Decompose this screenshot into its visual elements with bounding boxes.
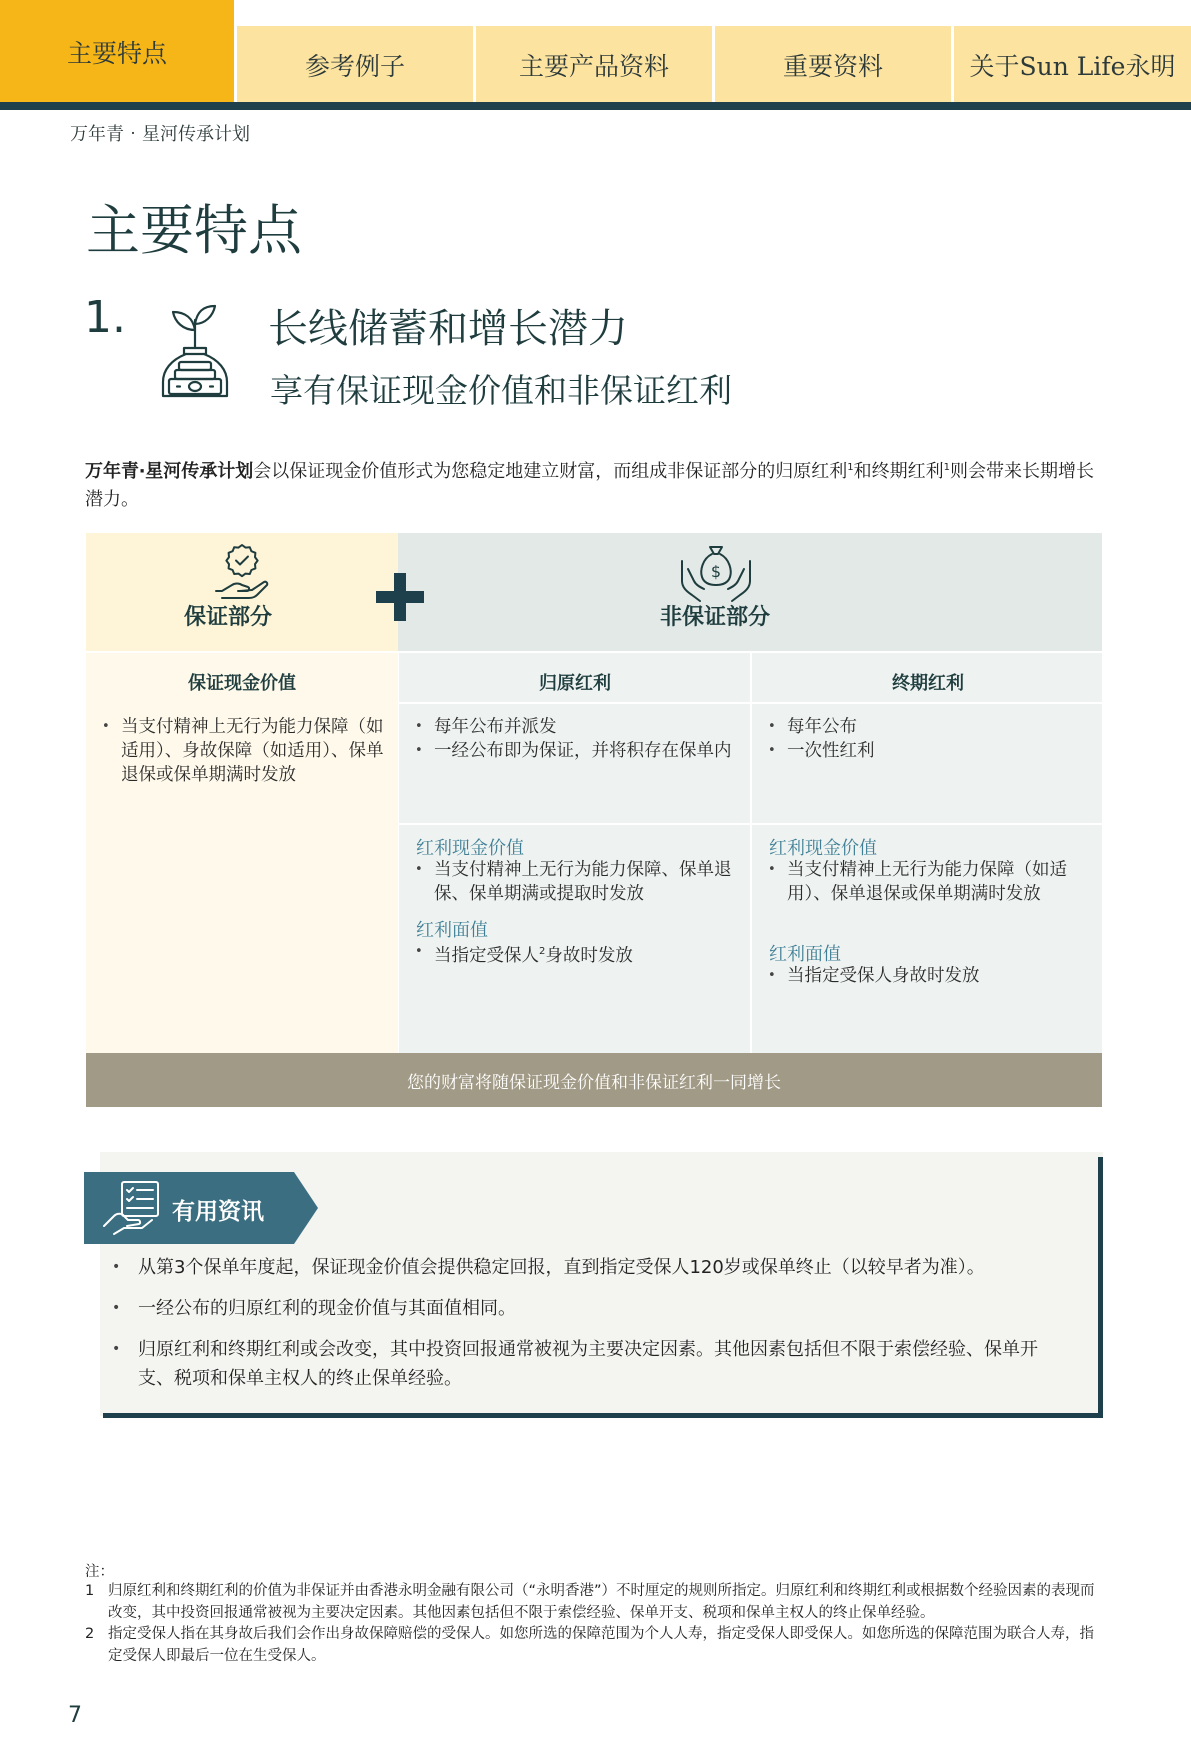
tab-examples[interactable]: 参考例子 — [237, 26, 473, 104]
guaranteed-label: 保证部分 — [184, 604, 273, 630]
info-box-title: 有用资讯 — [172, 1198, 264, 1225]
top-tab-bar — [0, 0, 1191, 112]
checklist-hand-icon — [100, 1176, 164, 1240]
page-title: 主要特点 — [86, 199, 302, 262]
terminal-bonus-column — [750, 653, 1102, 1053]
intro-text-b: 和终期红利 — [853, 461, 944, 482]
hands-money-bag-icon — [678, 541, 754, 605]
face-value-text-a: 当指定受保人 — [434, 945, 539, 966]
list-item: • 每年公布 — [768, 715, 1088, 739]
list-item: • 当指定受保人身故时发放 — [768, 964, 1088, 988]
reversionary-face-value-label: 红利面值 — [416, 920, 488, 941]
intro-text-a: 会以保证现金价值形式为您稳定地建立财富，而组成非保证部分的归原红利 — [253, 461, 848, 482]
divider — [86, 651, 1102, 653]
section-subtitle: 享有保证现金价值和非保证红利 — [270, 371, 732, 410]
breadcrumb: 万年青‧星河传承计划 — [70, 124, 250, 145]
note-number: 1 — [85, 1583, 95, 1599]
tab-important-info[interactable]: 重要资料 — [715, 26, 951, 104]
section-title: 长线储蓄和增长潜力 — [268, 306, 628, 352]
divider — [398, 702, 1102, 704]
terminal-face-value-bullets — [768, 964, 1088, 988]
list-item: • 从第3个保单年度起，保证现金价值会提供稳定回报，直到指定受保人120岁或保单终止（以较早者为准）。 — [112, 1253, 1072, 1282]
list-item: • 一次性红利 — [768, 739, 1088, 763]
info-box-list — [112, 1253, 1072, 1405]
plus-icon — [376, 573, 424, 621]
footnote-ref-2: 2 — [539, 946, 546, 957]
hand-check-icon — [210, 541, 274, 605]
note-text: 指定受保人指在其身故后我们会作出身故保障赔偿的受保人。如您所选的保障范围为个人人寿，指定受保人即受保人。如您所选的保障范围为联合人寿，指定受保人即最后一位在生受保人。 — [108, 1626, 1094, 1664]
reversionary-bonus-column — [398, 653, 750, 1053]
note-item — [85, 1581, 1105, 1624]
list-item: • 一经公布即为保证，并将积存在保单内 — [415, 739, 735, 763]
footnote-ref-1b: 1 — [943, 462, 951, 473]
guaranteed-column — [86, 653, 398, 1053]
terminal-face-value-label: 红利面值 — [769, 944, 841, 965]
non-guaranteed-header — [398, 533, 1102, 653]
notes-label: 注： — [85, 1564, 114, 1580]
tab-about-sun-life[interactable]: 关于Sun Life永明 — [954, 26, 1191, 104]
note-item — [85, 1624, 1105, 1667]
notes — [85, 1581, 1105, 1667]
guaranteed-header — [86, 533, 398, 653]
list-item: • 当支付精神上无行为能力保障、保单退保、保单期满或提取时发放 — [415, 858, 735, 906]
reversionary-bullets — [415, 715, 735, 763]
reversionary-cash-value-label: 红利现金价值 — [416, 838, 524, 859]
info-box-border-bottom — [103, 1413, 1103, 1418]
col-terminal-bonus: 终期红利 — [892, 673, 964, 694]
list-item: • 当支付精神上无行为能力保障（如适用）、保单退保或保单期满时发放 — [768, 858, 1078, 906]
tab-underline — [0, 102, 1191, 110]
terminal-cash-value-bullets — [768, 858, 1078, 906]
terminal-cash-value-label: 红利现金价值 — [769, 838, 877, 859]
info-box-border-right — [1098, 1157, 1103, 1418]
note-number: 2 — [85, 1626, 95, 1642]
plant-jar-icon — [153, 290, 237, 402]
list-item: • 归原红利和终期红利或会改变，其中投资回报通常被视为主要决定因素。其他因素包括但不限于索偿经验、保单开支、税项和保单主权人的终止保单经验。 — [112, 1335, 1072, 1393]
comparison-table — [86, 533, 1102, 1105]
divider — [398, 823, 1102, 825]
tab-product-info[interactable]: 主要产品资料 — [476, 26, 712, 104]
col-guaranteed-cash-value: 保证现金价值 — [188, 673, 296, 694]
guaranteed-bullets — [102, 715, 384, 787]
terminal-bullets — [768, 715, 1088, 763]
list-item: • 每年公布并派发 — [415, 715, 735, 739]
footnote-ref-1: 1 — [847, 462, 854, 473]
list-item — [415, 940, 735, 968]
list-item: • 一经公布的归原红利的现金价值与其面值相同。 — [112, 1294, 1072, 1323]
table-footer-band: 您的财富将随保证现金价值和非保证红利一同增长 — [86, 1053, 1102, 1107]
col-reversionary-bonus: 归原红利 — [539, 673, 611, 694]
note-text: 归原红利和终期红利的价值为非保证并由香港永明金融有限公司（“永明香港”）不时厘定的规则所指定。归原红利和终期红利或根据数个经验因素的表现而改变，其中投资回报通常被视为主要决定因素。其他因素包括但不限于索偿经验、保单开支、税项和保单主权人的终止保单经验。 — [108, 1583, 1095, 1621]
intro-text-c: 则会带来长期增长潜力。 — [85, 461, 1095, 510]
reversionary-cash-value-bullets — [415, 858, 735, 906]
svg-text:$: $ — [710, 562, 722, 581]
reversionary-face-value-bullets — [415, 940, 735, 968]
intro-paragraph — [85, 454, 1110, 514]
section-number: 1. — [84, 292, 126, 343]
page-number: 7 — [68, 1703, 82, 1728]
list-item: • 当支付精神上无行为能力保障（如适用）、身故保障（如适用）、保单退保或保单期满时发放 — [102, 715, 384, 787]
plan-name: 万年青‧星河传承计划 — [85, 461, 254, 482]
face-value-text-b: 身故时发放 — [545, 945, 633, 966]
non-guaranteed-label: 非保证部分 — [660, 604, 771, 630]
tab-key-features[interactable]: 主要特点 — [0, 0, 234, 104]
